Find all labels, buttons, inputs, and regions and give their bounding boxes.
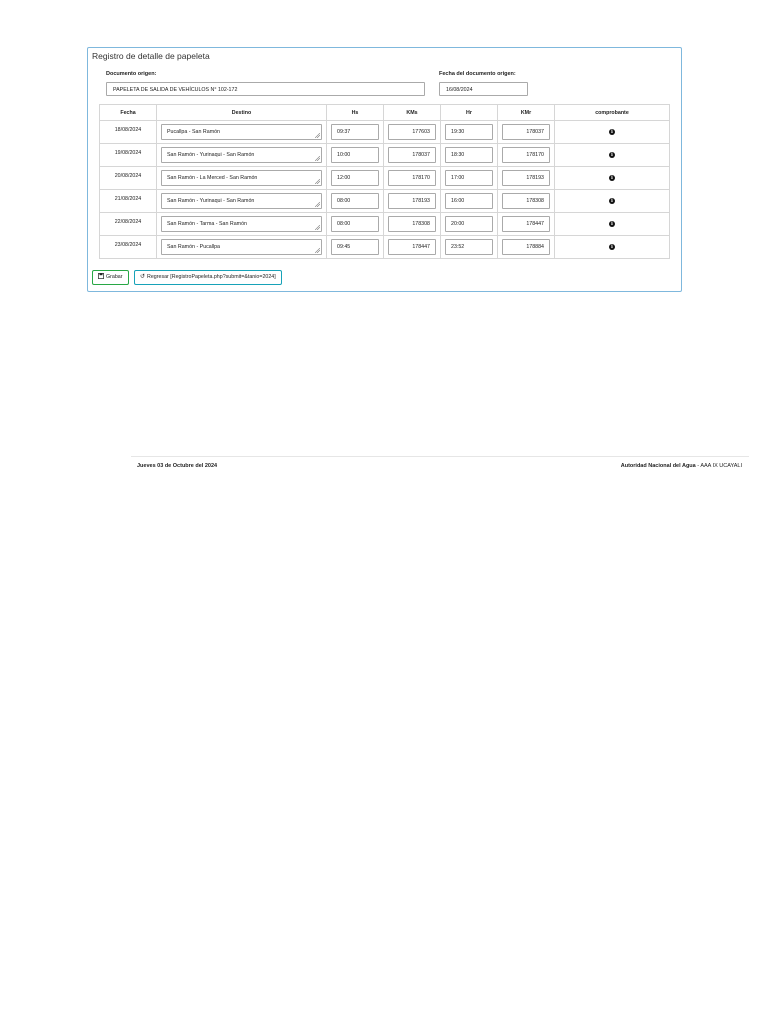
doc-date-label: Fecha del documento origen: [439, 71, 516, 77]
fecha-cell: 20/08/2024 [100, 167, 157, 190]
hs-input[interactable]: 09:37 [331, 124, 379, 140]
back-button-label: Regresar [RegistroPapeleta.php?submit=&tanio=2024] [147, 274, 276, 280]
footer-org-unit: - AAA IX UCAYALI [695, 463, 742, 469]
table-header-row [100, 105, 670, 121]
detail-panel [87, 47, 682, 292]
hs-input[interactable]: 12:00 [331, 170, 379, 186]
footer-divider [131, 456, 749, 457]
resize-grip-icon[interactable] [315, 156, 320, 161]
col-header-hs: Hs [327, 105, 384, 121]
footer-org [621, 463, 742, 469]
fecha-cell: 22/08/2024 [100, 213, 157, 236]
destino-textarea[interactable] [161, 193, 322, 209]
destino-value: San Ramón - Pucallpa [167, 244, 220, 250]
destino-textarea[interactable] [161, 124, 322, 140]
hr-input[interactable]: 20:00 [445, 216, 493, 232]
panel-title: Registro de detalle de papeleta [92, 51, 210, 61]
kmr-input[interactable]: 178308 [502, 193, 550, 209]
info-circle-icon[interactable]: i [609, 244, 615, 250]
resize-grip-icon[interactable] [315, 248, 320, 253]
info-circle-icon[interactable]: i [609, 129, 615, 135]
table-row [100, 213, 670, 236]
doc-origin-label: Documento origen: [106, 71, 157, 77]
save-button-label: Grabar [106, 274, 123, 280]
destino-value: Pucallpa - San Ramón [167, 129, 220, 135]
footer-org-name: Autoridad Nacional del Agua [620, 463, 696, 469]
info-circle-icon[interactable]: i [609, 152, 615, 158]
col-header-fecha: Fecha [100, 105, 157, 121]
fecha-cell: 23/08/2024 [100, 236, 157, 259]
kms-input[interactable]: 178308 [388, 216, 436, 232]
hr-input[interactable]: 18:30 [445, 147, 493, 163]
hr-input[interactable]: 23:52 [445, 239, 493, 255]
back-button[interactable] [134, 270, 282, 285]
table-row [100, 121, 670, 144]
kms-input[interactable]: 178170 [388, 170, 436, 186]
col-header-kmr: KMr [498, 105, 555, 121]
hs-input[interactable]: 08:00 [331, 216, 379, 232]
info-circle-icon[interactable]: i [609, 198, 615, 204]
info-circle-icon[interactable]: i [609, 175, 615, 181]
fecha-cell: 18/08/2024 [100, 121, 157, 144]
kmr-input[interactable]: 178193 [502, 170, 550, 186]
table-row [100, 167, 670, 190]
hs-input[interactable]: 09:45 [331, 239, 379, 255]
hs-input[interactable]: 08:00 [331, 193, 379, 209]
floppy-disk-icon [98, 273, 104, 279]
doc-origin-field[interactable]: PAPELETA DE SALIDA DE VEHÍCULOS N° 102-172 [106, 82, 425, 96]
kms-input[interactable]: 178447 [388, 239, 436, 255]
kms-input[interactable]: 178037 [388, 147, 436, 163]
destino-value: San Ramón - Yurinaqui - San Ramón [167, 198, 255, 204]
col-header-comprobante: comprobante [555, 105, 670, 121]
destino-value: San Ramón - Tarma - San Ramón [167, 221, 247, 227]
doc-date-field[interactable]: 16/08/2024 [439, 82, 528, 96]
resize-grip-icon[interactable] [315, 202, 320, 207]
hs-input[interactable]: 10:00 [331, 147, 379, 163]
destino-value: San Ramón - La Merced - San Ramón [167, 175, 258, 181]
destino-value: San Ramón - Yurinaqui - San Ramón [167, 152, 255, 158]
table-row [100, 190, 670, 213]
kms-input[interactable]: 178193 [388, 193, 436, 209]
info-circle-icon[interactable]: i [609, 221, 615, 227]
undo-arrow-icon: ↺ [140, 274, 146, 280]
destino-textarea[interactable] [161, 216, 322, 232]
footer-date: Jueves 03 de Octubre del 2024 [137, 463, 218, 469]
kmr-input[interactable]: 178884 [502, 239, 550, 255]
resize-grip-icon[interactable] [315, 179, 320, 184]
resize-grip-icon[interactable] [315, 133, 320, 138]
fecha-cell: 19/08/2024 [100, 144, 157, 167]
destino-textarea[interactable] [161, 147, 322, 163]
kmr-input[interactable]: 178447 [502, 216, 550, 232]
destino-textarea[interactable] [161, 170, 322, 186]
fecha-cell: 21/08/2024 [100, 190, 157, 213]
hr-input[interactable]: 16:00 [445, 193, 493, 209]
hr-input[interactable]: 17:00 [445, 170, 493, 186]
detail-table [99, 104, 670, 259]
hr-input[interactable]: 19:30 [445, 124, 493, 140]
table-row [100, 236, 670, 259]
table-row [100, 144, 670, 167]
col-header-destino: Destino [157, 105, 327, 121]
kms-input[interactable]: 177603 [388, 124, 436, 140]
destino-textarea[interactable] [161, 239, 322, 255]
save-button[interactable] [92, 270, 129, 285]
col-header-hr: Hr [441, 105, 498, 121]
resize-grip-icon[interactable] [315, 225, 320, 230]
col-header-kms: KMs [384, 105, 441, 121]
kmr-input[interactable]: 178170 [502, 147, 550, 163]
kmr-input[interactable]: 178037 [502, 124, 550, 140]
